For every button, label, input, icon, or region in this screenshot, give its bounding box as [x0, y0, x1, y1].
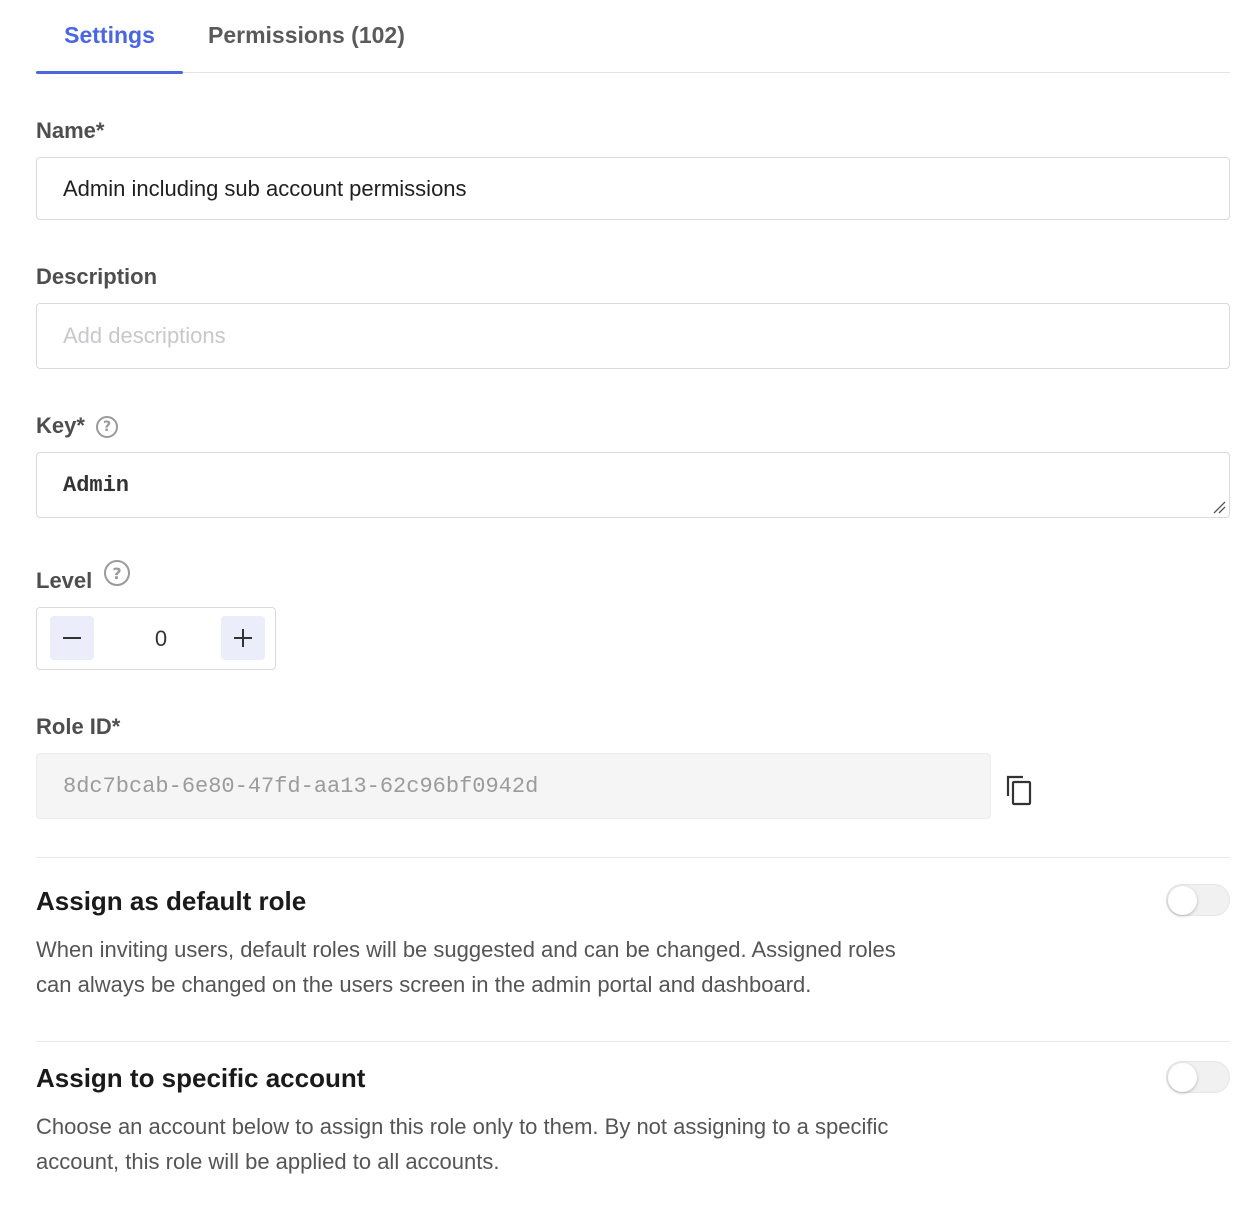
resize-grip-icon[interactable]: [1212, 500, 1226, 514]
tab-bar: [36, 0, 1230, 73]
default-role-title: Assign as default role: [36, 886, 307, 916]
copy-icon: [1004, 774, 1034, 806]
name-label: Name*: [36, 118, 105, 143]
level-value[interactable]: 0: [154, 626, 168, 651]
specific-account-description: Choose an account below to assign this role only to them. By not assigning to a specific account, this role will be applied to all accounts.: [36, 1114, 889, 1174]
key-textarea[interactable]: [36, 452, 1230, 518]
divider: [36, 857, 1230, 858]
name-input-value: Admin including sub account permissions: [63, 175, 467, 201]
level-stepper: [36, 607, 276, 670]
help-icon[interactable]: ?: [104, 560, 130, 586]
description-label: Description: [36, 264, 158, 289]
help-icon[interactable]: ?: [96, 416, 118, 438]
level-label: Level: [36, 568, 93, 593]
divider: [36, 1041, 1230, 1042]
toggle-knob: [1168, 886, 1197, 915]
increment-button[interactable]: [221, 616, 265, 660]
tab-settings[interactable]: Settings: [36, 0, 183, 73]
default-role-toggle[interactable]: [1166, 884, 1230, 916]
specific-account-toggle[interactable]: [1166, 1061, 1230, 1093]
minus-icon: [62, 628, 82, 648]
role-id-value: 8dc7bcab-6e80-47fd-aa13-62c96bf0942d: [63, 773, 539, 799]
key-label: Key*: [36, 413, 85, 438]
decrement-button[interactable]: [50, 616, 94, 660]
name-input[interactable]: [36, 157, 1230, 220]
description-placeholder: Add descriptions: [63, 323, 226, 348]
role-id-field: [36, 753, 991, 819]
description-input[interactable]: [36, 303, 1230, 369]
role-id-label: Role ID*: [36, 714, 121, 739]
key-value: Admin: [63, 472, 130, 498]
tab-permissions[interactable]: Permissions (102): [208, 22, 405, 48]
plus-icon: [233, 628, 253, 648]
toggle-knob: [1168, 1063, 1197, 1092]
specific-account-title: Assign to specific account: [36, 1063, 366, 1093]
default-role-description: When inviting users, default roles will be suggested and can be changed. Assigned roles can always be changed on the users screen in the admin portal and dashboard.: [36, 937, 896, 997]
copy-button[interactable]: [1004, 774, 1034, 806]
